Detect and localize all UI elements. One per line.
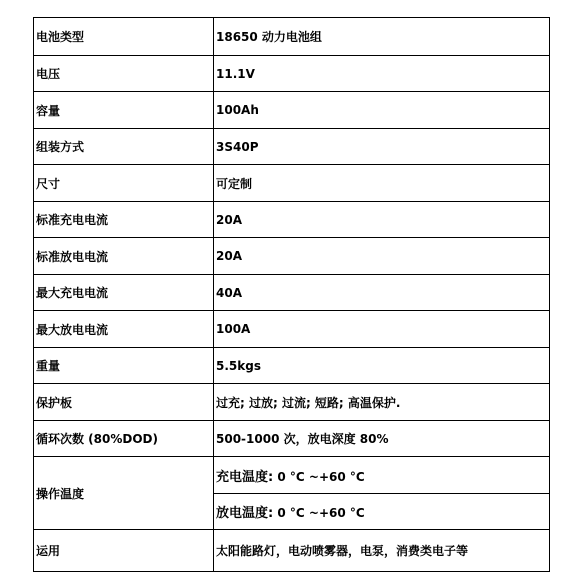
table-row bbox=[34, 56, 550, 92]
spec-key-operating-temp: 操作温度 bbox=[34, 457, 214, 530]
spec-value-size: 可定制 bbox=[214, 165, 550, 202]
spec-key-assembly: 组装方式 bbox=[34, 129, 214, 165]
spec-value-voltage: 11.1V bbox=[214, 56, 550, 92]
table-row bbox=[34, 275, 550, 311]
table-row bbox=[34, 238, 550, 275]
charge-temp-range: 0 °C ~+60 °C bbox=[273, 469, 365, 484]
charge-temp-label: 充电温度: bbox=[216, 469, 274, 485]
table-row bbox=[34, 530, 550, 572]
spec-value-protection-board: 过充; 过放; 过流; 短路; 高温保护. bbox=[214, 384, 550, 421]
table-row bbox=[34, 457, 550, 494]
discharge-temp-label: 放电温度: bbox=[216, 506, 274, 521]
table-row bbox=[34, 202, 550, 238]
table-row bbox=[34, 92, 550, 129]
cycle-depth: 次，放电深度 80% bbox=[279, 432, 389, 446]
table-row bbox=[34, 129, 550, 165]
spec-key-std-charge-current: 标准充电电流 bbox=[34, 202, 214, 238]
spec-key-size: 尺寸 bbox=[34, 165, 214, 202]
spec-value-max-charge-current: 40A bbox=[214, 275, 550, 311]
spec-key-std-discharge-current: 标准放电电流 bbox=[34, 238, 214, 275]
spec-key-cycle-life: 循环次数 (80%DOD) bbox=[34, 421, 214, 457]
table-row bbox=[34, 421, 550, 457]
table-row bbox=[34, 384, 550, 421]
spec-value-discharge-temp bbox=[214, 494, 550, 530]
table-row bbox=[34, 18, 550, 56]
spec-key-weight: 重量 bbox=[34, 348, 214, 384]
spec-value-std-discharge-current: 20A bbox=[214, 238, 550, 275]
spec-value-application: 太阳能路灯，电动喷雾器，电泵，消费类电子等 bbox=[214, 530, 550, 572]
spec-value-cycle-life bbox=[214, 421, 550, 457]
table-row bbox=[34, 348, 550, 384]
spec-value-capacity: 100Ah bbox=[214, 92, 550, 129]
spec-key-battery-type: 电池类型 bbox=[34, 18, 214, 56]
spec-value-battery-type: 18650 动力电池组 bbox=[214, 18, 550, 56]
spec-key-max-discharge-current: 最大放电电流 bbox=[34, 311, 214, 348]
spec-key-application: 运用 bbox=[34, 530, 214, 572]
spec-value-max-discharge-current: 100A bbox=[214, 311, 550, 348]
spec-key-voltage: 电压 bbox=[34, 56, 214, 92]
cycle-count: 500-1000 bbox=[216, 432, 280, 446]
spec-value-assembly: 3S40P bbox=[214, 129, 550, 165]
spec-value-std-charge-current: 20A bbox=[214, 202, 550, 238]
spec-key-capacity: 容量 bbox=[34, 92, 214, 129]
table-row bbox=[34, 165, 550, 202]
spec-key-protection-board: 保护板 bbox=[34, 384, 214, 421]
spec-value-weight: 5.5kgs bbox=[214, 348, 550, 384]
spec-key-max-charge-current: 最大充电电流 bbox=[34, 275, 214, 311]
battery-spec-table bbox=[33, 17, 550, 572]
spec-value-charge-temp bbox=[214, 457, 550, 494]
discharge-temp-range: 0 °C ~+60 °C bbox=[273, 506, 365, 520]
table-row bbox=[34, 311, 550, 348]
